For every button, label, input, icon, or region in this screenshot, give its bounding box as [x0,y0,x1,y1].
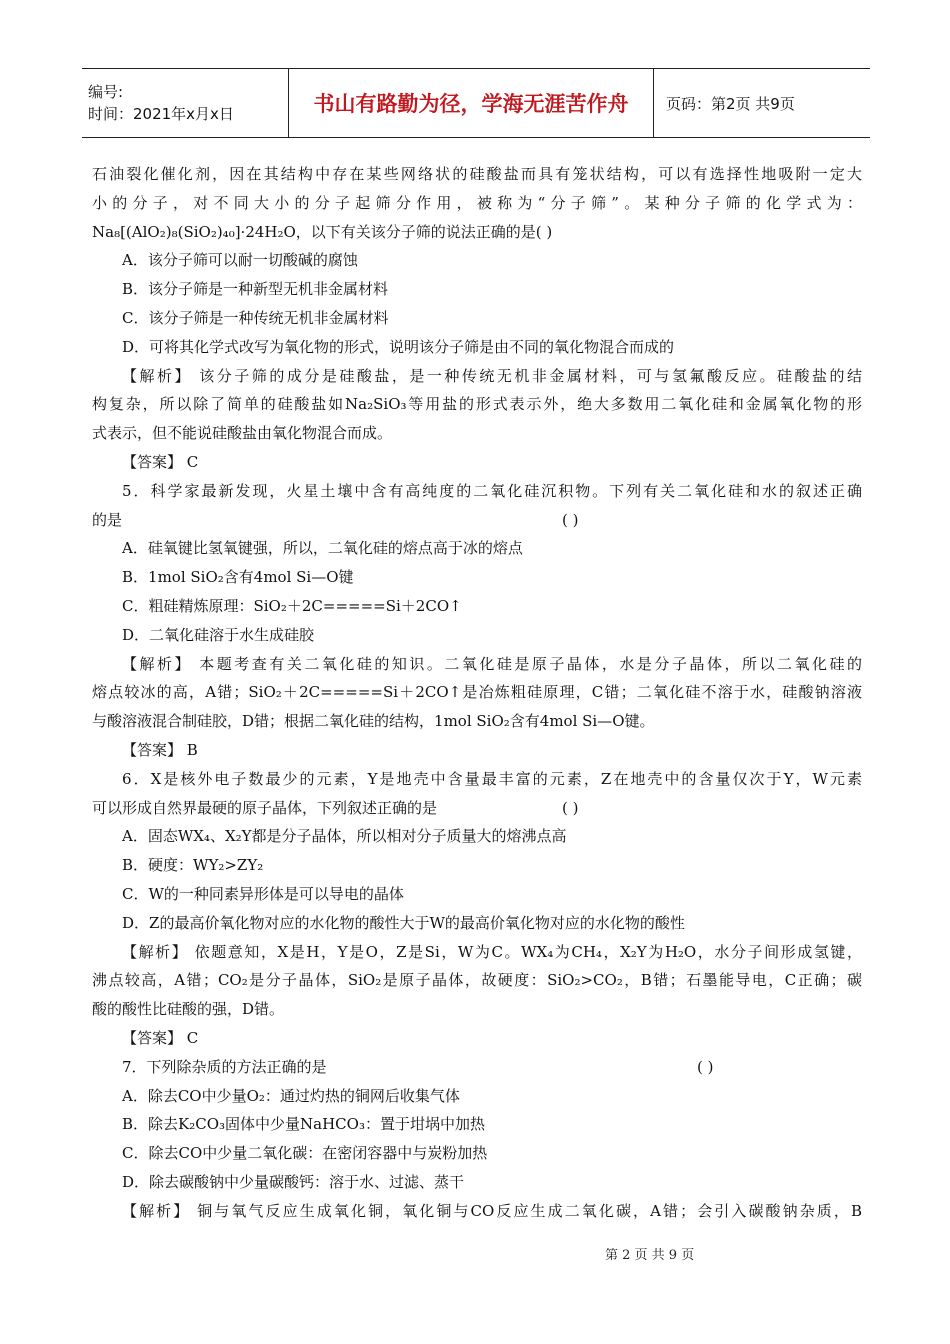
document-body [92,160,862,1225]
answer-line: 【答案】 C [122,452,199,471]
text-line: Na₈[(AlO₂)₈(SiO₂)₄₀]·24H₂O，以下有关该分子筛的说法正确的是( ) [92,222,553,241]
page-info: 页码：第2页 共9页 [666,94,795,113]
option-d: D．可将其化学式改写为氧化物的形式，说明该分子筛是由不同的氧化物混合而成的 [122,337,675,356]
text-content: 可以形成自然界最硬的原子晶体，下列叙述正确的是 [92,798,438,817]
answer-paren: ( ) [562,798,579,817]
option-c: C．W的一种同素异形体是可以导电的晶体 [122,884,404,903]
text-line: 沸点较高，A错；CO₂是分子晶体，SiO₂是原子晶体，故硬度：SiO₂>CO₂，B错；石墨能导电，C正确；碳 [92,971,862,990]
option-a: A．除去CO中少量O₂：通过灼热的铜网后收集气体 [122,1086,460,1105]
option-a: A．硅氧键比氢氧键强，所以，二氧化硅的熔点高于冰的熔点 [122,539,523,558]
analysis-line: 【解析】 该分子筛的成分是硅酸盐，是一种传统无机非金属材料，可与氢氟酸反应。硅酸盐的结 [122,366,862,385]
header-left-cell [82,69,289,137]
text-content: 7．下列除杂质的方法正确的是 [122,1057,327,1076]
text-line [92,794,862,823]
text-content: 的是 [92,510,123,529]
header-right-cell [654,69,870,137]
header-motto-cell [289,69,654,137]
analysis-line: 【解析】 铜与氧气反应生成氧化铜，氧化铜与CO反应生成二氧化碳，A错；会引入碳酸钠杂质，B [122,1201,862,1220]
text-line: 与酸溶液混合制硅胶，D错；根据二氧化硅的结构，1mol SiO₂含有4mol Si—O键。 [92,712,655,731]
analysis-line: 【解析】 依题意知，X是H，Y是O，Z是Si，W为C。WX₄为CH₄，X₂Y为H₂O，水分子间形成氢键， [122,942,862,961]
text-line: 构复杂，所以除了简单的硅酸盐如Na₂SiO₃等用盐的形式表示外，绝大多数用二氧化硅和金属氧化物的形 [92,395,862,414]
option-d: D．二氧化硅溶于水生成硅胶 [122,625,315,644]
option-b: B．该分子筛是一种新型无机非金属材料 [122,280,389,299]
question-5: 5．科学家最新发现，火星土壤中含有高纯度的二氧化硅沉积物。下列有关二氧化硅和水的叙述正确 [122,481,862,500]
option-d: D．Z的最高价氧化物对应的水化物的酸性大于W的最高价氧化物对应的水化物的酸性 [122,913,685,932]
text-line: 石油裂化催化剂，因在其结构中存在某些网络状的硅酸盐而具有笼状结构，可以有选择性地吸附一定大 [92,165,862,183]
option-b: B．除去K₂CO₃固体中少量NaHCO₃：置于坩埚中加热 [122,1115,485,1134]
time-label: 时间：2021年x月x日 [88,105,234,123]
answer-paren: ( ) [562,510,579,529]
option-b: B．硬度：WY₂>ZY₂ [122,856,264,875]
page-header [82,68,870,138]
option-b: B．1mol SiO₂含有4mol Si—O键 [122,568,354,587]
text-line [92,506,862,535]
page-footer: 第 2 页 共 9 页 [605,1248,695,1263]
text-line: 熔点较冰的高，A错；SiO₂＋2C=====Si＋2CO↑是冶炼粗硅原理，C错；二氧化硅不溶于水，硅酸钠溶液 [92,683,862,702]
motto: 书山有路勤为径，学海无涯苦作舟 [313,92,629,116]
analysis-line: 【解析】 本题考查有关二氧化硅的知识。二氧化硅是原子晶体，水是分子晶体，所以二氧化硅的 [122,654,862,673]
text-line: 式表示，但不能说硅酸盐由氧化物混合而成。 [92,424,393,443]
text-line: 小的分子，对不同大小的分子起筛分作用，被称为“分子筛”。某种分子筛的化学式为： [92,193,862,212]
option-c: C．粗硅精炼原理：SiO₂＋2C=====Si＋2CO↑ [122,596,462,615]
option-d: D．除去碳酸钠中少量碳酸钙：溶于水、过滤、蒸干 [122,1172,465,1191]
option-a: A．该分子筛可以耐一切酸碱的腐蚀 [122,251,358,270]
number-label: 编号: [88,83,124,101]
text-line: 酸的酸性比硅酸的强，D错。 [92,1000,285,1019]
question-7 [92,1053,862,1082]
option-a: A．固态WX₄、X₂Y都是分子晶体，所以相对分子质量大的熔沸点高 [122,827,567,846]
answer-line: 【答案】 C [122,1028,199,1047]
answer-paren: ( ) [697,1057,714,1076]
question-6: 6．X是核外电子数最少的元素，Y是地壳中含量最丰富的元素，Z在地壳中的含量仅次于Y，W元素 [122,769,862,788]
answer-line: 【答案】 B [122,740,198,759]
option-c: C．该分子筛是一种传统无机非金属材料 [122,308,389,327]
option-c: C．除去CO中少量二氧化碳：在密闭容器中与炭粉加热 [122,1144,488,1163]
